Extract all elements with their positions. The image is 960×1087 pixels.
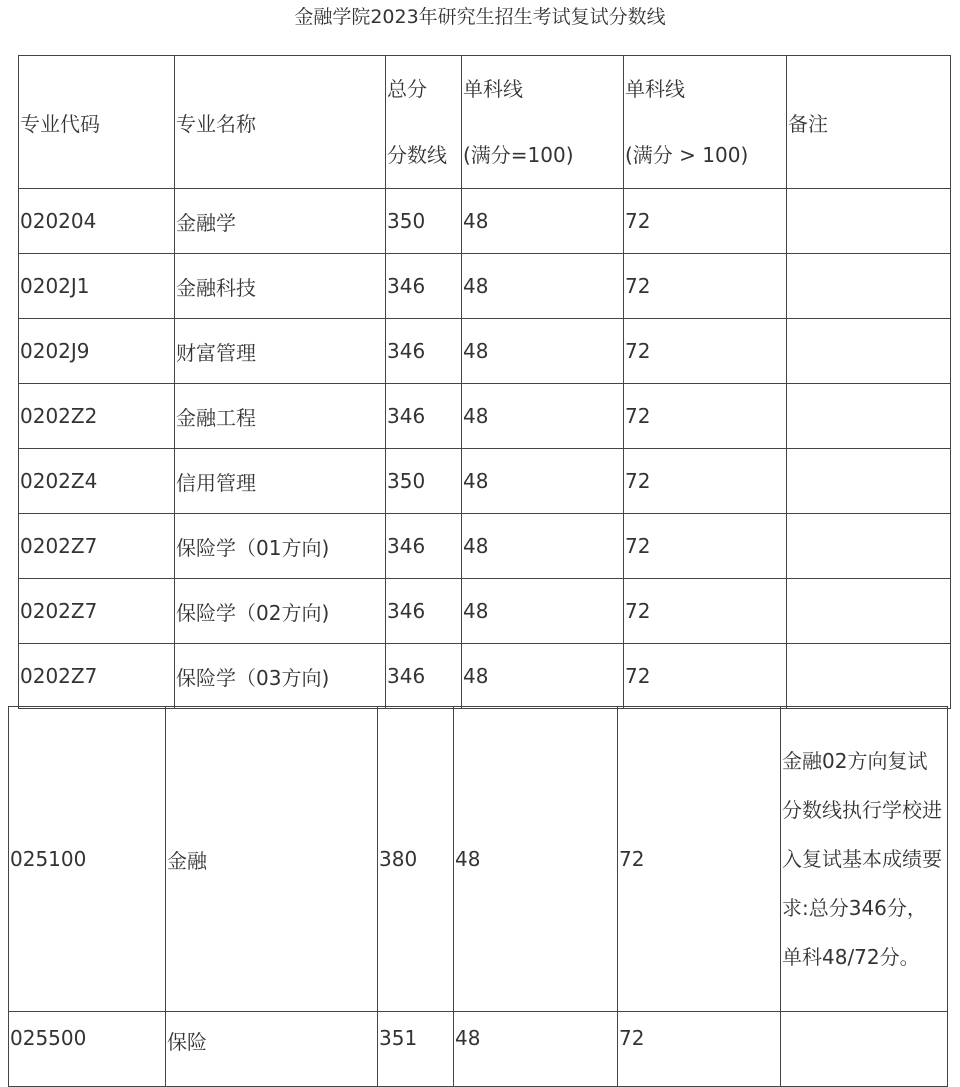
cell-name: 信用管理 [175, 449, 386, 514]
cell-code: 0202Z7 [19, 514, 175, 579]
cell-name: 保险学（01方向) [175, 514, 386, 579]
header-remark: 备注 [787, 56, 951, 189]
cell-remark [787, 514, 951, 579]
cell-name: 金融 [166, 707, 378, 1012]
cell-code: 0202J1 [19, 254, 175, 319]
cell-single100: 48 [462, 254, 624, 319]
cell-total: 346 [386, 514, 462, 579]
cell-single100: 48 [462, 449, 624, 514]
cell-remark [787, 449, 951, 514]
table-row [19, 254, 951, 319]
cell-total: 380 [378, 707, 454, 1012]
cell-code: 020204 [19, 189, 175, 254]
header-code: 专业代码 [19, 56, 175, 189]
score-table-top [18, 55, 951, 709]
cell-name: 保险学（02方向) [175, 579, 386, 644]
cell-code: 025100 [9, 707, 166, 1012]
cell-total: 346 [386, 384, 462, 449]
table-row [19, 514, 951, 579]
cell-single-over100: 72 [618, 1012, 781, 1087]
cell-remark [787, 189, 951, 254]
table-row [19, 579, 951, 644]
cell-single100: 48 [462, 384, 624, 449]
cell-single-over100: 72 [624, 579, 787, 644]
table-row [19, 384, 951, 449]
header-total: 总分 分数线 [386, 56, 462, 189]
cell-code: 0202Z7 [19, 644, 175, 709]
table-row [19, 189, 951, 254]
cell-name: 保险学（03方向) [175, 644, 386, 709]
cell-name: 财富管理 [175, 319, 386, 384]
cell-code: 025500 [9, 1012, 166, 1087]
table-row [9, 1012, 948, 1087]
cell-code: 0202Z4 [19, 449, 175, 514]
table-header-row [19, 56, 951, 189]
cell-total: 350 [386, 449, 462, 514]
score-table-bottom [8, 706, 948, 1087]
cell-remark [781, 1012, 948, 1087]
page-title: 金融学院2023年研究生招生考试复试分数线 [294, 6, 666, 28]
cell-code: 0202J9 [19, 319, 175, 384]
cell-single-over100: 72 [624, 384, 787, 449]
cell-single-over100: 72 [624, 319, 787, 384]
cell-remark [787, 579, 951, 644]
table-row [9, 707, 948, 1012]
cell-code: 0202Z2 [19, 384, 175, 449]
table-row [19, 319, 951, 384]
cell-single100: 48 [462, 319, 624, 384]
cell-remark [781, 707, 948, 1012]
cell-name: 金融学 [175, 189, 386, 254]
header-name: 专业名称 [175, 56, 386, 189]
table-row [19, 644, 951, 709]
header-single-le100: 单科线 (满分=100) [462, 56, 624, 189]
cell-single100: 48 [462, 189, 624, 254]
cell-single-over100: 72 [624, 449, 787, 514]
cell-single100: 48 [462, 644, 624, 709]
cell-single100: 48 [462, 579, 624, 644]
cell-single100: 48 [454, 1012, 618, 1087]
cell-single-over100: 72 [624, 189, 787, 254]
cell-total: 350 [386, 189, 462, 254]
cell-single-over100: 72 [624, 254, 787, 319]
header-single-gt100: 单科线 (满分 > 100) [624, 56, 787, 189]
table-row [19, 449, 951, 514]
cell-total: 346 [386, 579, 462, 644]
cell-total: 346 [386, 254, 462, 319]
cell-total: 346 [386, 319, 462, 384]
cell-single-over100: 72 [618, 707, 781, 1012]
cell-name: 金融工程 [175, 384, 386, 449]
cell-single-over100: 72 [624, 644, 787, 709]
cell-single100: 48 [454, 707, 618, 1012]
cell-remark [787, 254, 951, 319]
cell-total: 351 [378, 1012, 454, 1087]
cell-single100: 48 [462, 514, 624, 579]
cell-name: 保险 [166, 1012, 378, 1087]
cell-remark [787, 644, 951, 709]
cell-remark [787, 384, 951, 449]
cell-name: 金融科技 [175, 254, 386, 319]
remark-note: 金融02方向复试分数线执行学校进入复试基本成绩要求:总分346分，单科48/72分。 [782, 748, 942, 969]
cell-remark [787, 319, 951, 384]
cell-code: 0202Z7 [19, 579, 175, 644]
cell-single-over100: 72 [624, 514, 787, 579]
cell-total: 346 [386, 644, 462, 709]
